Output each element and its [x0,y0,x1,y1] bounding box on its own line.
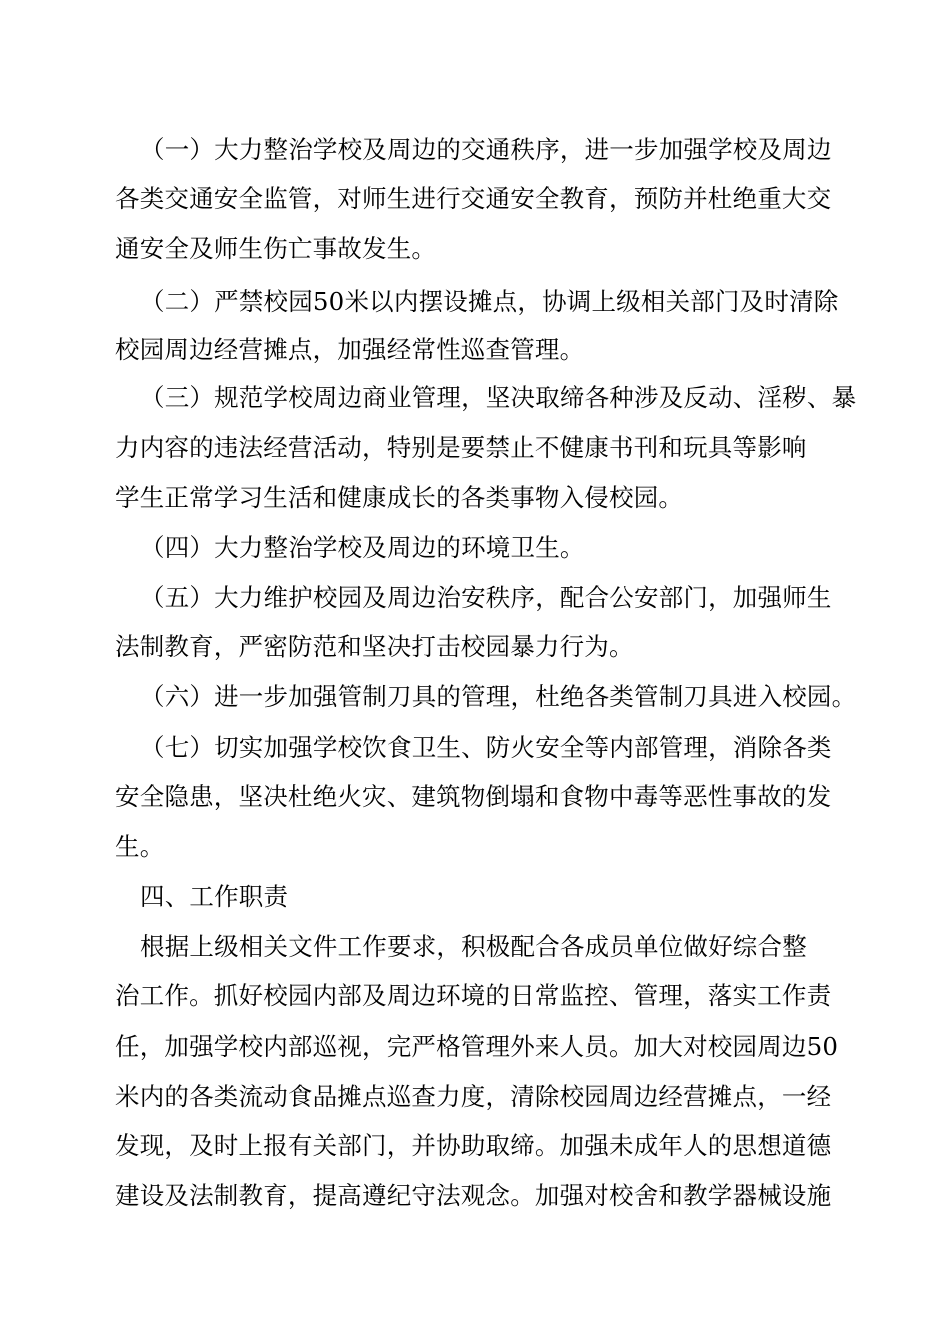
paragraph-7-line-2: 安全隐患，坚决杜绝火灾、建筑物倒塌和食物中毒等恶性事故的发 [115,782,832,811]
paragraph-4-line-1: （四）大力整治学校及周边的环境卫生。 [140,533,585,562]
paragraph-2-line-1: （二）严禁校园50米以内摆设摊点，协调上级相关部门及时清除 [140,287,839,316]
paragraph-8-line-4: 米内的各类流动食品摊点巡查力度，清除校园周边经营摊点，一经 [115,1082,832,1111]
paragraph-8-line-2: 治工作。抓好校园内部及周边环境的日常监控、管理，落实工作责 [115,981,832,1010]
paragraph-5-line-1: （五）大力维护校园及周边治安秩序，配合公安部门，加强师生 [140,583,832,612]
paragraph-7-line-3: 生。 [115,832,165,861]
section-heading: 四、工作职责 [140,882,289,911]
paragraph-3-line-3: 学生正常学习生活和健康成长的各类事物入侵校园。 [115,483,684,512]
paragraph-5-line-2: 法制教育，严密防范和坚决打击校园暴力行为。 [115,632,634,661]
paragraph-1-line-3: 通安全及师生伤亡事故发生。 [115,234,437,263]
paragraph-3-line-2: 力内容的违法经营活动，特别是要禁止不健康书刊和玩具等影响 [115,433,807,462]
paragraph-6-line-1: （六）进一步加强管制刀具的管理，杜绝各类管制刀具进入校园。 [140,682,857,711]
paragraph-1-line-1: （一）大力整治学校及周边的交通秩序，进一步加强学校及周边 [140,135,832,164]
paragraph-1-line-2: 各类交通安全监管，对师生进行交通安全教育，预防并杜绝重大交 [115,184,832,213]
paragraph-8-line-5: 发现，及时上报有关部门，并协助取缔。加强未成年人的思想道德 [115,1131,832,1160]
paragraph-8-line-3: 任，加强学校内部巡视，完严格管理外来人员。加大对校园周边50 [115,1032,839,1061]
paragraph-2-line-2: 校园周边经营摊点，加强经常性巡查管理。 [115,335,585,364]
paragraph-8-line-1: 根据上级相关文件工作要求，积极配合各成员单位做好综合整 [140,932,807,961]
paragraph-8-line-6: 建设及法制教育，提高遵纪守法观念。加强对校舍和教学器械设施 [115,1181,832,1210]
paragraph-7-line-1: （七）切实加强学校饮食卫生、防火安全等内部管理，消除各类 [140,733,832,762]
paragraph-3-line-1: （三）规范学校周边商业管理，坚决取缔各种涉及反动、淫秽、暴 [140,383,857,412]
